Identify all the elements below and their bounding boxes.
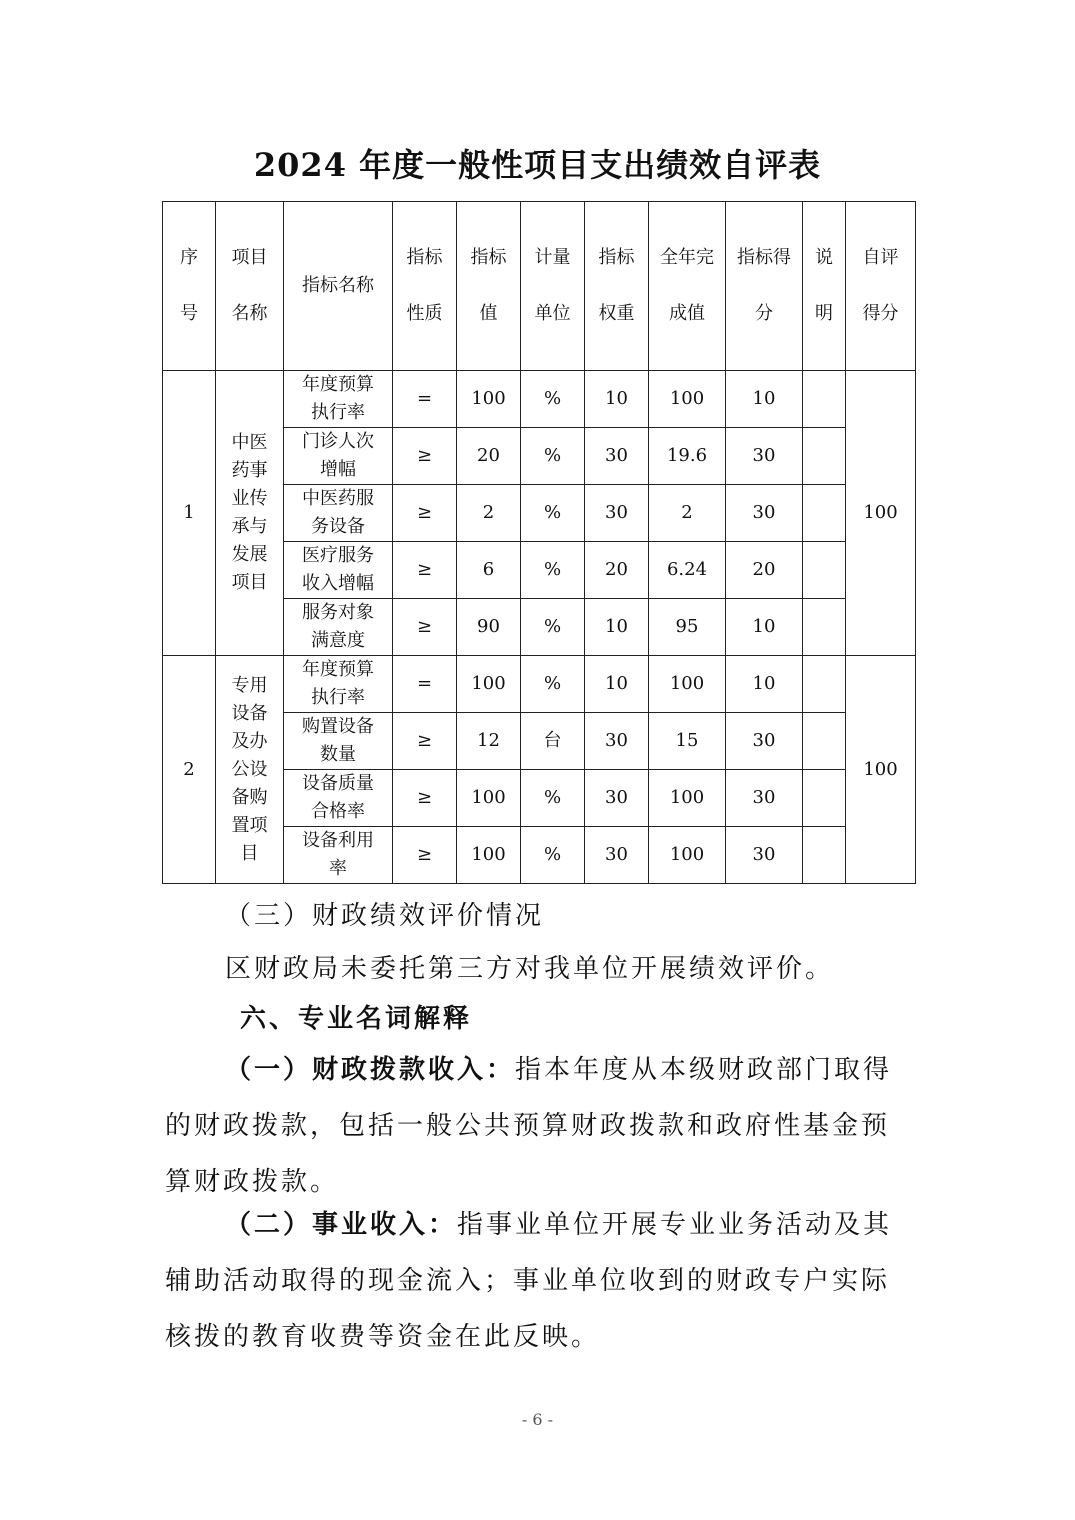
indicator-score: 10 [726, 656, 803, 713]
indicator-value: 12 [457, 713, 521, 770]
indicator-unit: % [521, 371, 585, 428]
indicator-name: 门诊人次增幅 [284, 428, 393, 485]
indicator-unit: % [521, 542, 585, 599]
indicator-actual: 95 [649, 599, 726, 656]
indicator-actual: 6.24 [649, 542, 726, 599]
indicator-unit: % [521, 485, 585, 542]
indicator-unit: % [521, 770, 585, 827]
indicator-nature: ≥ [393, 713, 457, 770]
indicator-nature: ≥ [393, 428, 457, 485]
indicator-score: 30 [726, 713, 803, 770]
indicator-value: 100 [457, 770, 521, 827]
indicator-name: 购置设备数量 [284, 713, 393, 770]
subsection-3-heading: （三）财政绩效评价情况 [225, 901, 545, 931]
indicator-unit: 台 [521, 713, 585, 770]
row-project-name: 中医药事业传承与发展项目 [216, 371, 284, 656]
indicator-value: 100 [457, 371, 521, 428]
indicator-weight: 10 [585, 371, 649, 428]
indicator-actual: 19.6 [649, 428, 726, 485]
indicator-note [803, 827, 846, 884]
indicator-note [803, 599, 846, 656]
subsection-3-text: 区财政局未委托第三方对我单位开展绩效评价。 [225, 954, 835, 984]
section-6-heading: 六、专业名词解释 [240, 1004, 473, 1034]
indicator-weight: 10 [585, 599, 649, 656]
self-score: 100 [846, 656, 916, 884]
page-number: - 6 - [521, 1410, 554, 1429]
header-actual: 全年完成值 [649, 202, 726, 371]
indicator-nature: = [393, 371, 457, 428]
row-seq: 1 [163, 371, 216, 656]
indicator-nature: ≥ [393, 599, 457, 656]
header-weight: 指标权重 [585, 202, 649, 371]
indicator-score: 10 [726, 371, 803, 428]
table-row [163, 656, 916, 713]
indicator-unit: % [521, 428, 585, 485]
indicator-weight: 30 [585, 827, 649, 884]
indicator-note [803, 713, 846, 770]
header-seq: 序号 [163, 202, 216, 371]
indicator-nature: ≥ [393, 770, 457, 827]
term-1-label: （一）财政拨款收入： [225, 1055, 516, 1085]
term-2-label: （二）事业收入： [225, 1210, 458, 1240]
indicator-weight: 30 [585, 770, 649, 827]
indicator-score: 10 [726, 599, 803, 656]
indicator-actual: 100 [649, 656, 726, 713]
indicator-name: 年度预算执行率 [284, 656, 393, 713]
indicator-weight: 30 [585, 485, 649, 542]
header-indicator: 指标名称 [284, 202, 393, 371]
indicator-value: 100 [457, 656, 521, 713]
performance-table [162, 201, 916, 884]
table-header-row [163, 202, 916, 371]
header-unit: 计量单位 [521, 202, 585, 371]
row-seq: 2 [163, 656, 216, 884]
page-title: 2024 年度一般性项目支出绩效自评表 [253, 146, 822, 184]
indicator-nature: ≥ [393, 827, 457, 884]
indicator-weight: 20 [585, 542, 649, 599]
indicator-unit: % [521, 656, 585, 713]
indicator-name: 中医药服务设备 [284, 485, 393, 542]
indicator-actual: 100 [649, 371, 726, 428]
indicator-value: 90 [457, 599, 521, 656]
indicator-actual: 100 [649, 827, 726, 884]
indicator-note [803, 485, 846, 542]
indicator-score: 20 [726, 542, 803, 599]
indicator-name: 服务对象满意度 [284, 599, 393, 656]
indicator-value: 20 [457, 428, 521, 485]
indicator-value: 6 [457, 542, 521, 599]
indicator-name: 设备质量合格率 [284, 770, 393, 827]
indicator-weight: 10 [585, 656, 649, 713]
indicator-actual: 2 [649, 485, 726, 542]
indicator-note [803, 428, 846, 485]
header-nature: 指标性质 [393, 202, 457, 371]
indicator-score: 30 [726, 827, 803, 884]
indicator-nature: ≥ [393, 542, 457, 599]
term-1-paragraph [165, 1042, 915, 1210]
indicator-score: 30 [726, 770, 803, 827]
indicator-actual: 100 [649, 770, 726, 827]
term-2-text: 指事业单位开展专业业务活动及其辅助活动取得的现金流入；事业单位收到的财政专户实际核拨的教育收费等资金在此反映。 [165, 1210, 893, 1352]
indicator-note [803, 371, 846, 428]
indicator-nature: = [393, 656, 457, 713]
header-score: 指标得分 [726, 202, 803, 371]
indicator-value: 100 [457, 827, 521, 884]
indicator-score: 30 [726, 428, 803, 485]
table-row [163, 371, 916, 428]
indicator-nature: ≥ [393, 485, 457, 542]
indicator-weight: 30 [585, 713, 649, 770]
indicator-weight: 30 [585, 428, 649, 485]
indicator-score: 30 [726, 485, 803, 542]
self-score: 100 [846, 371, 916, 656]
indicator-note [803, 656, 846, 713]
indicator-note [803, 770, 846, 827]
indicator-actual: 15 [649, 713, 726, 770]
header-value: 指标值 [457, 202, 521, 371]
row-project-name: 专用设备及办公设备购置项目 [216, 656, 284, 884]
term-1-text: 指本年度从本级财政部门取得的财政拨款，包括一般公共预算财政拨款和政府性基金预算财政拨款。 [165, 1055, 893, 1197]
indicator-name: 设备利用率 [284, 827, 393, 884]
indicator-note [803, 542, 846, 599]
indicator-unit: % [521, 599, 585, 656]
indicator-name: 医疗服务收入增幅 [284, 542, 393, 599]
indicator-name: 年度预算执行率 [284, 371, 393, 428]
term-2-paragraph [165, 1197, 915, 1365]
header-project: 项目名称 [216, 202, 284, 371]
header-note: 说明 [803, 202, 846, 371]
indicator-unit: % [521, 827, 585, 884]
header-self-score: 自评得分 [846, 202, 916, 371]
indicator-value: 2 [457, 485, 521, 542]
